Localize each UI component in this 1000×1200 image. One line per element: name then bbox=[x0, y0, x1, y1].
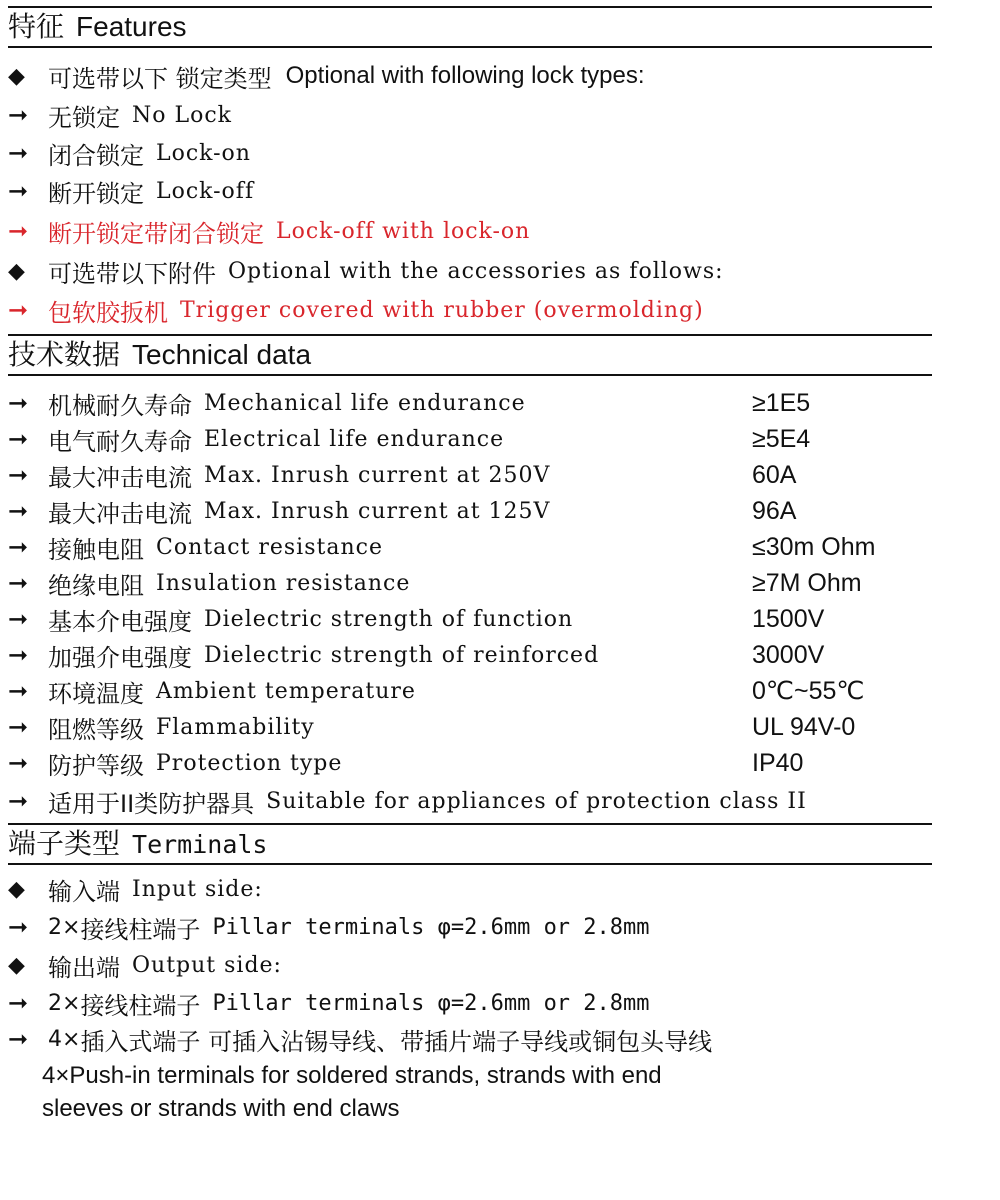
lock-types-intro bbox=[8, 58, 644, 94]
technical-heading-zh: 技术数据 bbox=[8, 339, 121, 370]
spec-row bbox=[8, 421, 504, 457]
features-heading bbox=[8, 6, 932, 48]
spec-value: 60A bbox=[752, 461, 797, 489]
spec-value: UL 94V-0 bbox=[752, 713, 856, 741]
spec-label-en: Insulation resistance bbox=[156, 570, 411, 596]
spec-row bbox=[8, 601, 573, 637]
right-arrow-icon: ➞ bbox=[8, 605, 29, 633]
output-terminal-en: Pillar terminals φ=2.6mm or 2.8mm bbox=[212, 990, 650, 1016]
input-side-en: Input side: bbox=[132, 876, 263, 902]
spec-label-en: Max. Inrush current at 250V bbox=[204, 462, 551, 488]
lock-item-lock-off bbox=[8, 173, 254, 209]
right-arrow-icon: ➞ bbox=[8, 497, 29, 525]
spec-row bbox=[8, 493, 550, 529]
class-ii-zh: 适用于II类防护器具 bbox=[48, 789, 255, 818]
right-arrow-icon: ➞ bbox=[8, 713, 29, 741]
right-arrow-icon: ➞ bbox=[8, 1025, 29, 1053]
class-ii-row bbox=[8, 783, 807, 819]
lock-zh: 无锁定 bbox=[48, 103, 120, 132]
spec-label-zh: 环境温度 bbox=[48, 679, 144, 708]
input-side-zh: 输入端 bbox=[48, 877, 120, 906]
spec-label-en: Contact resistance bbox=[156, 534, 383, 560]
output-terminal-qty: 4× bbox=[48, 1026, 81, 1052]
spec-row bbox=[8, 457, 550, 493]
lock-zh: 断开锁定带闭合锁定 bbox=[48, 219, 264, 248]
spec-label-en: Dielectric strength of reinforced bbox=[204, 642, 600, 668]
output-terminal-zh: 接线柱端子 bbox=[80, 991, 201, 1020]
spec-label-zh: 接触电阻 bbox=[48, 535, 144, 564]
spec-label-en: Electrical life endurance bbox=[204, 426, 505, 452]
input-terminal-qty: 2× bbox=[48, 914, 81, 940]
input-side-heading bbox=[8, 871, 263, 907]
right-arrow-icon: ➞ bbox=[8, 217, 29, 245]
output-side-en: Output side: bbox=[132, 952, 282, 978]
spec-label-zh: 绝缘电阻 bbox=[48, 571, 144, 600]
spec-label-en: Max. Inrush current at 125V bbox=[204, 498, 551, 524]
spec-value: ≤30m Ohm bbox=[752, 533, 876, 561]
diamond-bullet-icon: ◆ bbox=[8, 258, 25, 284]
input-terminal-zh: 接线柱端子 bbox=[80, 915, 201, 944]
spec-value: ≥5E4 bbox=[752, 425, 811, 453]
acc-intro-en: Optional with the accessories as follows: bbox=[228, 258, 724, 284]
push-in-description-line-2: sleeves or strands with end claws bbox=[42, 1095, 400, 1122]
lock-item-lock-off-with-lock-on bbox=[8, 213, 530, 249]
spec-value: ≥7M Ohm bbox=[752, 569, 862, 597]
spec-label-en: Ambient temperature bbox=[156, 678, 416, 704]
spec-value: 96A bbox=[752, 497, 797, 525]
lock-item-lock-on bbox=[8, 135, 251, 171]
spec-value: 3000V bbox=[752, 641, 825, 669]
spec-label-zh: 阻燃等级 bbox=[48, 715, 144, 744]
spec-label-zh: 基本介电强度 bbox=[48, 607, 192, 636]
spec-label-zh: 最大冲击电流 bbox=[48, 463, 192, 492]
spec-value: ≥1E5 bbox=[752, 389, 811, 417]
spec-value: 1500V bbox=[752, 605, 825, 633]
push-in-description-line-1: 4×Push-in terminals for soldered strands, strands with end bbox=[42, 1062, 662, 1089]
lock-item-no-lock bbox=[8, 97, 232, 133]
right-arrow-icon: ➞ bbox=[8, 569, 29, 597]
output-side-heading bbox=[8, 947, 282, 983]
spec-row bbox=[8, 529, 383, 565]
lock-intro-en: Optional with following lock types: bbox=[285, 62, 645, 89]
accessory-zh: 包软胶扳机 bbox=[48, 298, 168, 327]
spec-label-zh: 加强介电强度 bbox=[48, 643, 192, 672]
input-terminal-item bbox=[8, 909, 650, 945]
lock-intro-zh: 可选带以下 锁定类型 bbox=[48, 64, 272, 93]
technical-heading bbox=[8, 334, 932, 376]
right-arrow-icon: ➞ bbox=[8, 139, 29, 167]
output-terminal-item-1 bbox=[8, 985, 650, 1021]
technical-heading-en: Technical data bbox=[132, 339, 312, 370]
diamond-bullet-icon: ◆ bbox=[8, 63, 25, 89]
terminals-heading bbox=[8, 823, 932, 865]
lock-en: Lock-on bbox=[156, 140, 251, 166]
spec-row bbox=[8, 385, 526, 421]
terminals-heading-zh: 端子类型 bbox=[8, 828, 121, 859]
right-arrow-icon: ➞ bbox=[8, 641, 29, 669]
spec-label-zh: 电气耐久寿命 bbox=[48, 427, 192, 456]
right-arrow-icon: ➞ bbox=[8, 177, 29, 205]
spec-label-zh: 机械耐久寿命 bbox=[48, 391, 192, 420]
spec-label-zh: 防护等级 bbox=[48, 751, 144, 780]
spec-label-en: Mechanical life endurance bbox=[204, 390, 526, 416]
features-heading-en: Features bbox=[76, 11, 187, 42]
right-arrow-icon: ➞ bbox=[8, 749, 29, 777]
spec-label-en: Dielectric strength of function bbox=[204, 606, 574, 632]
spec-row bbox=[8, 709, 315, 745]
accessory-en: Trigger covered with rubber (overmolding) bbox=[180, 297, 704, 323]
output-terminal-item-2 bbox=[8, 1021, 712, 1057]
output-terminal-qty: 2× bbox=[48, 990, 81, 1016]
spec-value: IP40 bbox=[752, 749, 804, 777]
spec-label-en: Protection type bbox=[156, 750, 343, 776]
right-arrow-icon: ➞ bbox=[8, 989, 29, 1017]
lock-en: No Lock bbox=[132, 102, 232, 128]
right-arrow-icon: ➞ bbox=[8, 913, 29, 941]
terminals-heading-en: Terminals bbox=[132, 830, 268, 859]
spec-label-en: Flammability bbox=[156, 714, 315, 740]
right-arrow-icon: ➞ bbox=[8, 461, 29, 489]
right-arrow-icon: ➞ bbox=[8, 101, 29, 129]
lock-zh: 闭合锁定 bbox=[48, 141, 144, 170]
spec-row bbox=[8, 637, 599, 673]
lock-en: Lock-off with lock-on bbox=[276, 218, 531, 244]
spec-label-zh: 最大冲击电流 bbox=[48, 499, 192, 528]
right-arrow-icon: ➞ bbox=[8, 425, 29, 453]
accessory-item bbox=[8, 292, 704, 328]
spec-row bbox=[8, 745, 342, 781]
class-ii-en: Suitable for appliances of protection class II bbox=[266, 788, 807, 814]
right-arrow-icon: ➞ bbox=[8, 389, 29, 417]
accessories-intro bbox=[8, 253, 724, 289]
input-terminal-en: Pillar terminals φ=2.6mm or 2.8mm bbox=[212, 914, 650, 940]
right-arrow-icon: ➞ bbox=[8, 533, 29, 561]
lock-en: Lock-off bbox=[156, 178, 255, 204]
spec-row bbox=[8, 673, 416, 709]
features-heading-zh: 特征 bbox=[8, 11, 65, 42]
lock-zh: 断开锁定 bbox=[48, 179, 144, 208]
spec-row bbox=[8, 565, 410, 601]
right-arrow-icon: ➞ bbox=[8, 296, 29, 324]
right-arrow-icon: ➞ bbox=[8, 787, 29, 815]
acc-intro-zh: 可选带以下附件 bbox=[48, 259, 216, 288]
right-arrow-icon: ➞ bbox=[8, 677, 29, 705]
spec-value: 0℃~55℃ bbox=[752, 677, 865, 705]
output-side-zh: 输出端 bbox=[48, 953, 120, 982]
output-terminal-zh: 插入式端子 可插入沾锡导线、带插片端子导线或铜包头导线 bbox=[80, 1027, 713, 1056]
diamond-bullet-icon: ◆ bbox=[8, 876, 25, 902]
diamond-bullet-icon: ◆ bbox=[8, 952, 25, 978]
